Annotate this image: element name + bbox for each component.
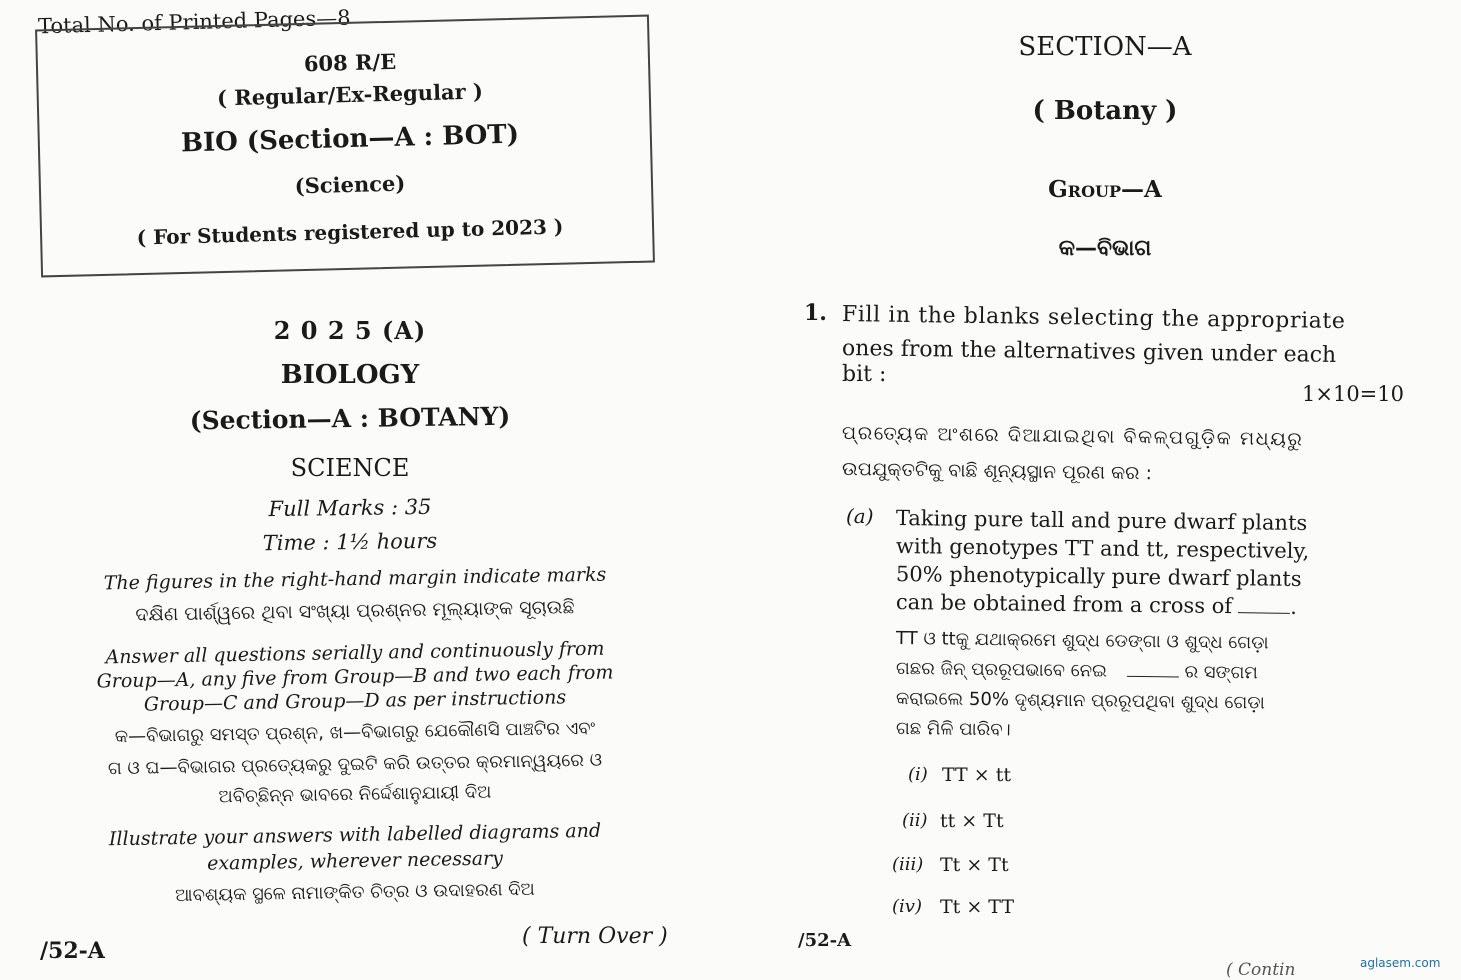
blank-line xyxy=(1238,612,1290,614)
group-heading-odia: କ—ବିଭାଗ xyxy=(1058,236,1152,261)
sub-question-odia-part: ଗଛର ଜିନ୍ ପ୍ରରୂପଭାବେ ନେଇ xyxy=(895,658,1108,682)
printed-pages: Total No. of Printed Pages—8 xyxy=(37,5,351,39)
section-heading: SECTION—A xyxy=(1018,32,1192,62)
question-odia: ପ୍ରତ୍ୟେକ ଅଂଶରେ ଦିଆଯାଇଥିବା ବିକଳ୍ପଗୁଡ଼ିକ ମଧ୍ୟରୁ xyxy=(841,422,1304,451)
turn-over: ( Turn Over ) xyxy=(522,924,668,949)
subject-heading: ( Botany ) xyxy=(1032,96,1178,126)
instruction-line: ଆବଶ୍ୟକ ସ୍ଥଳେ ନାମାଙ୍କିତ ଚିତ୍ର ଓ ଉଦାହରଣ ଦିଅ xyxy=(175,878,535,907)
full-marks: Full Marks : 35 xyxy=(268,494,432,522)
watermark: aglasem.com xyxy=(1360,956,1441,970)
sub-question-odia: କରାଇଲେ 50% ଦୃଶ୍ୟମାନ ପ୍ରରୂପଥିବା ଶୁଦ୍ଧ ଗେଡ଼ା xyxy=(895,688,1265,714)
box-stream: (Science) xyxy=(294,170,406,199)
box-subject: BIO (Section—A : BOT) xyxy=(180,119,520,159)
exam-year: 2 0 2 5 (A) xyxy=(273,316,427,345)
sub-question-odia-part: ର ସଙ୍ଗମ xyxy=(1184,661,1258,684)
sub-question-odia xyxy=(896,658,1258,683)
option-text: Tt × Tt xyxy=(940,854,1009,876)
instruction-line: Group—A, any five from Group—B and two each from xyxy=(96,661,614,693)
instruction-line: The figures in the right-hand margin indicate marks xyxy=(103,563,607,595)
instruction-line: Group—C and Group—D as per instructions xyxy=(143,686,567,716)
continued-label: ( Contin xyxy=(1226,960,1296,980)
option-text: Tt × TT xyxy=(940,896,1015,918)
sub-question-text: 50% phenotypically pure dwarf plants xyxy=(895,562,1302,591)
instruction-line: ଗ ଓ ଘ—ବିଭାଗର ପ୍ରତ୍ୟେକରୁ ଦୁଇଟି କରି ଉତ୍ତର କ୍ରମାନ୍ୱୟରେ ଓ xyxy=(107,749,603,780)
option-label: (i) xyxy=(908,764,928,785)
instruction-line: Illustrate your answers with labelled diagrams and xyxy=(108,819,602,851)
instruction-line: ଅବିଚ୍ଛିନ୍ନ ଭାବରେ ନିର୍ଦ୍ଦେଶାନୁଯାୟୀ ଦିଅ xyxy=(218,781,492,808)
option-label: (ii) xyxy=(902,810,928,831)
exam-type: ( Regular/Ex-Regular ) xyxy=(216,78,484,111)
blank-line xyxy=(1127,676,1179,678)
question-text: ones from the alternatives given under each xyxy=(841,336,1337,368)
option-text: tt × Tt xyxy=(940,810,1004,832)
question-text: bit : xyxy=(842,362,887,387)
footer-code-left: /52-A xyxy=(40,938,105,964)
sub-question-label: (a) xyxy=(846,504,874,528)
question-marks: 1×10=10 xyxy=(1302,382,1404,406)
sub-question-text: Taking pure tall and pure dwarf plants xyxy=(895,506,1308,536)
question-number: 1. xyxy=(804,300,827,326)
option-label: (iii) xyxy=(892,854,924,875)
exam-time: Time : 1½ hours xyxy=(262,528,438,556)
option-label: (iv) xyxy=(892,896,922,917)
instruction-line: କ—ବିଭାଗରୁ ସମସ୍ତ ପ୍ରଶ୍ନ, ଖ—ବିଭାଗରୁ ଯେକୌଣସି ପାଞ୍ଚଟିର ଏବଂ xyxy=(114,717,596,748)
exam-title: BIOLOGY xyxy=(280,360,420,390)
option-text: TT × tt xyxy=(942,764,1011,786)
sub-question-odia: ଗଛ ମିଳି ପାରିବ। xyxy=(895,718,1011,741)
instruction-line: Answer all questions serially and continuously from xyxy=(105,637,605,669)
sub-question-text-line: can be obtained from a cross of xyxy=(895,590,1233,619)
footer-code-right: /52-A xyxy=(798,930,852,951)
question-text: Fill in the blanks selecting the appropriate xyxy=(841,302,1346,335)
sub-question-text: can be obtained from a cross of . xyxy=(895,590,1297,619)
group-heading: Group—A xyxy=(1048,176,1162,203)
exam-stream: SCIENCE xyxy=(290,454,410,482)
exam-section: (Section—A : BOTANY) xyxy=(189,401,511,436)
exam-code: 608 R/E xyxy=(303,48,397,77)
sub-question-odia: TT ଓ ttକୁ ଯଥାକ୍ରମେ ଶୁଦ୍ଧ ଡେଙ୍ଗା ଓ ଶୁଦ୍ଧ ଗେଡ଼ା xyxy=(895,628,1269,654)
instruction-line: ଦକ୍ଷିଣ ପାର୍ଶ୍ୱରେ ଥିବା ସଂଖ୍ୟା ପ୍ରଶ୍ନର ମୂଲ୍ୟାଙ୍କ ସୂଚାଉଛି xyxy=(135,596,575,626)
instruction-line: examples, wherever necessary xyxy=(206,847,504,875)
question-odia: ଉପଯୁକ୍ତଟିକୁ ବାଛି ଶୂନ୍ୟସ୍ଥାନ ପୂରଣ କର : xyxy=(841,458,1153,485)
box-eligibility: ( For Students registered up to 2023 ) xyxy=(136,214,564,250)
sub-question-text: with genotypes TT and tt, respectively, xyxy=(895,534,1310,564)
